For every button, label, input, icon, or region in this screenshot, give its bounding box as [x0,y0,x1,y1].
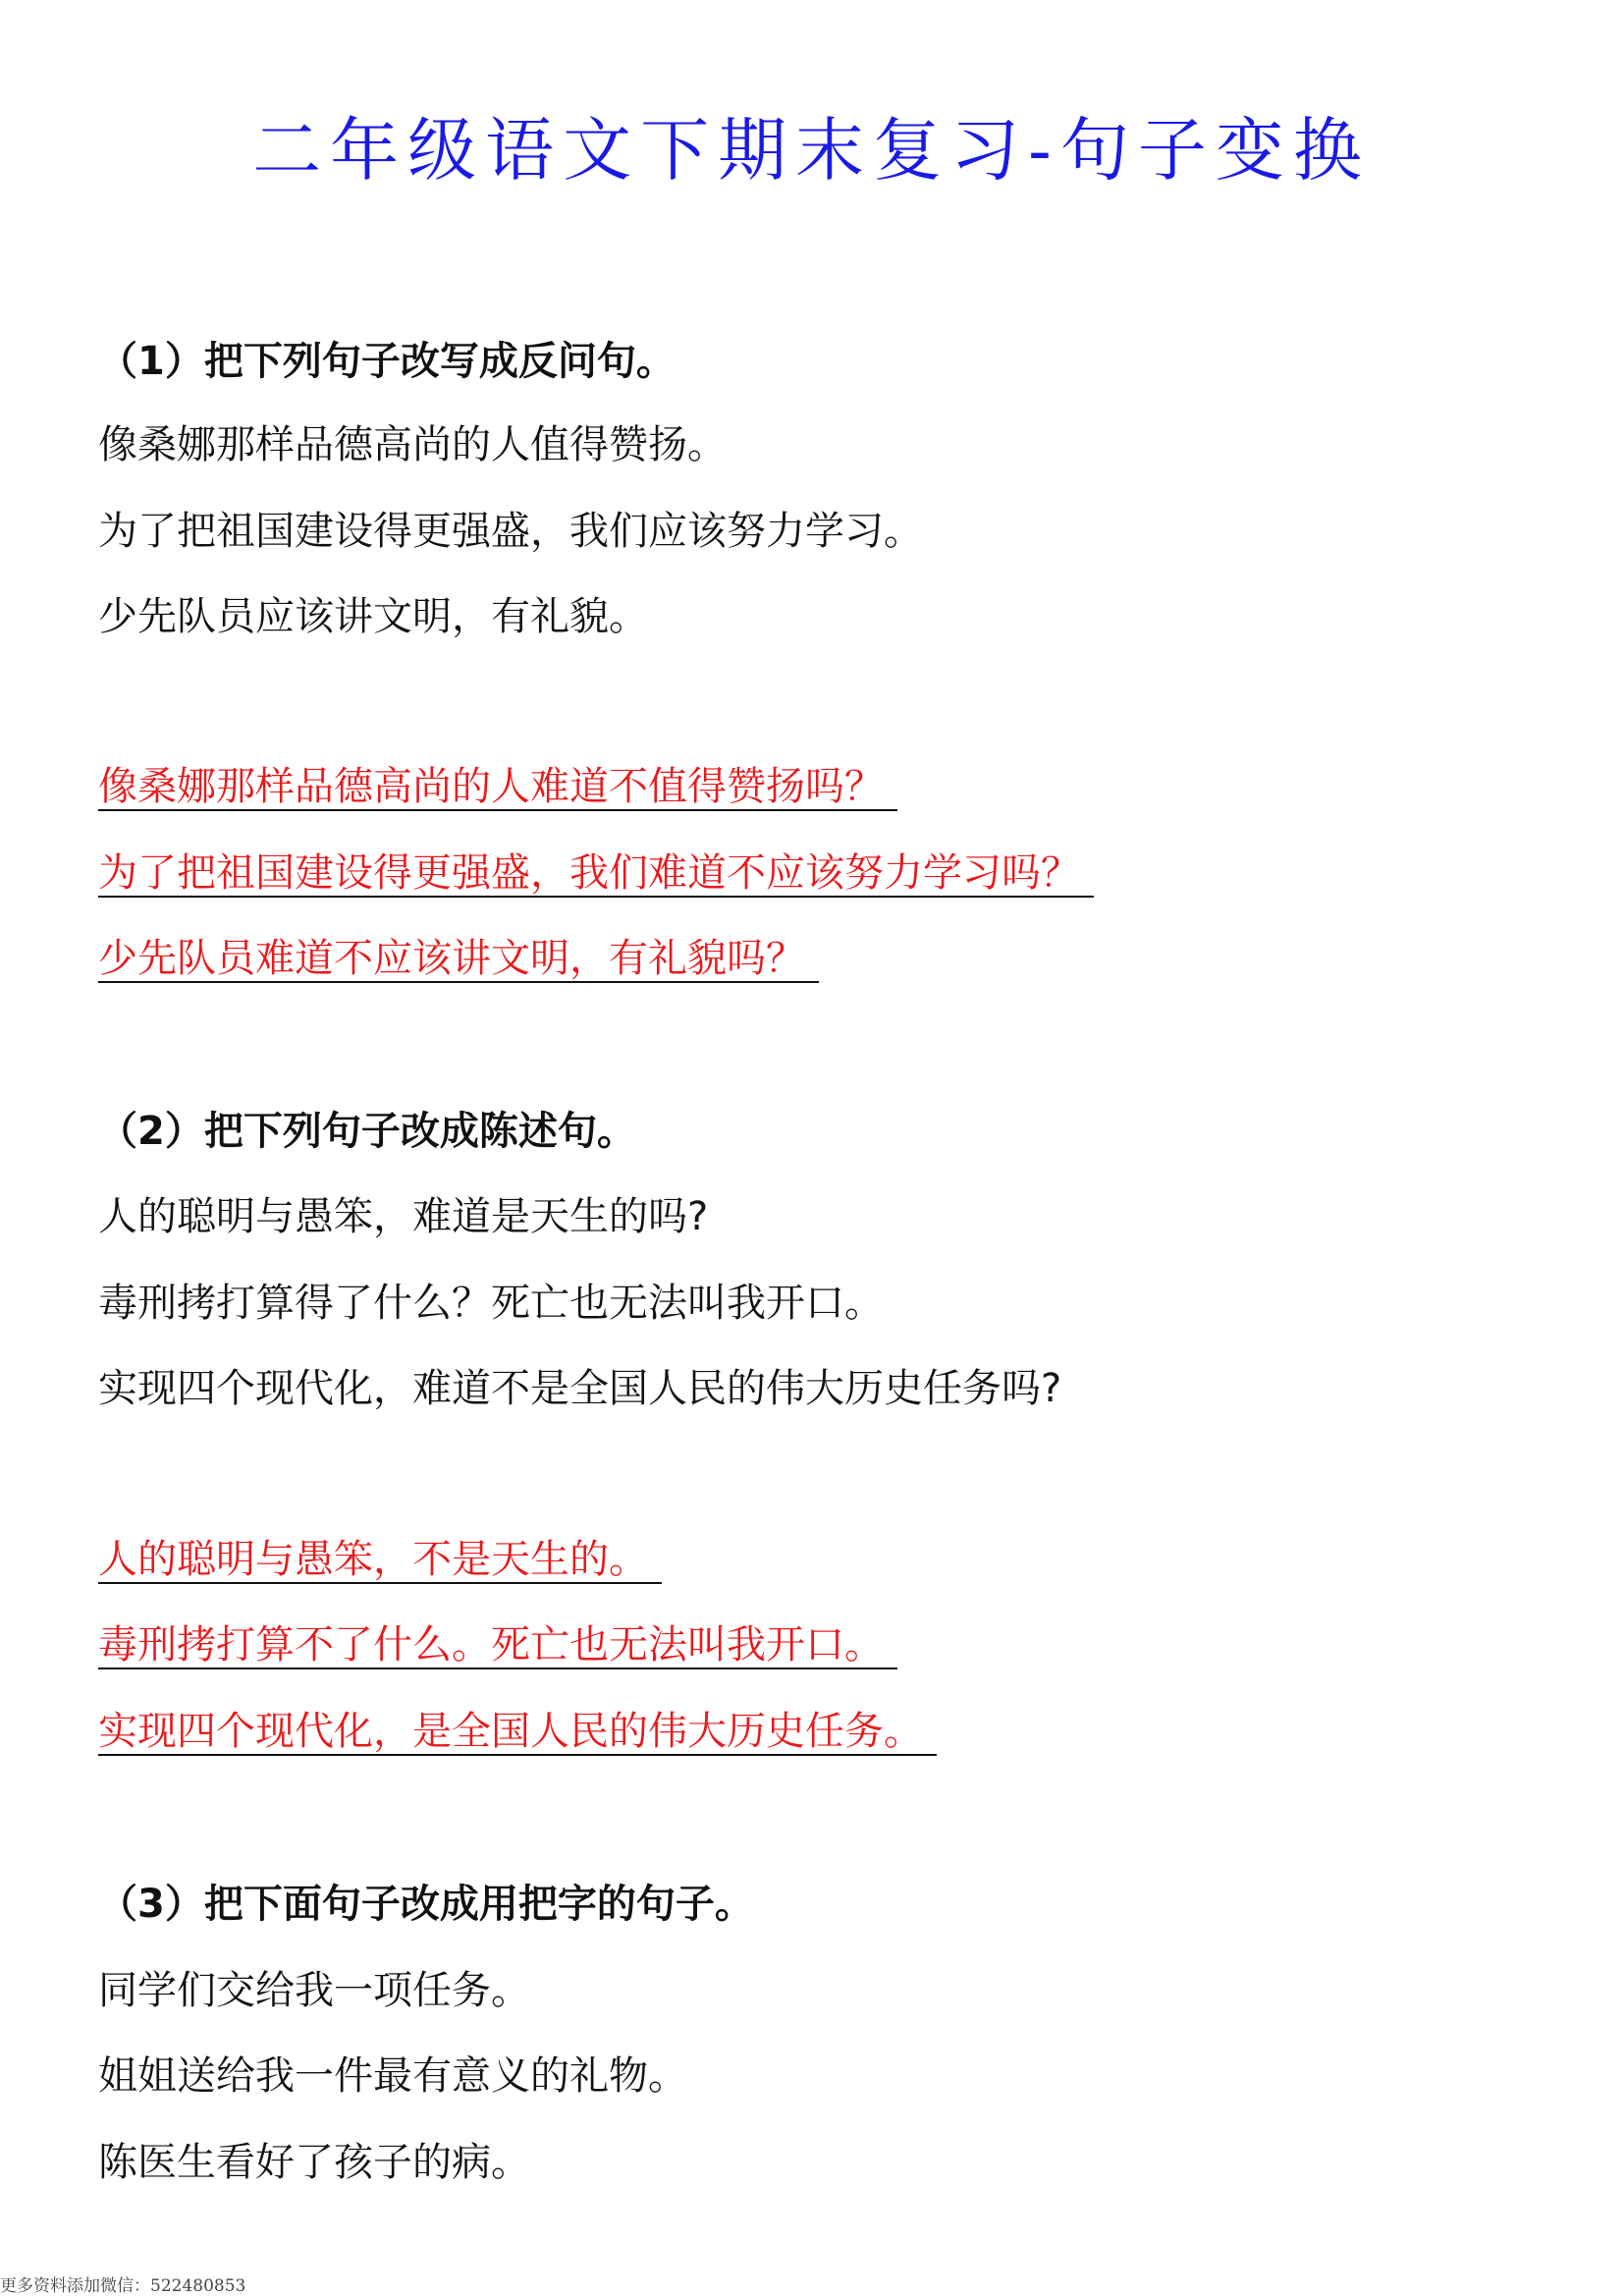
section-2-question-2: 毒刑拷打算得了什么？死亡也无法叫我开口。 [98,1281,884,1326]
section-1-question-3: 少先队员应该讲文明，有礼貌。 [98,594,648,639]
section-3-question-3: 陈医生看好了孩子的病。 [98,2140,530,2185]
section-3-question-2: 姐姐送给我一件最有意义的礼物。 [98,2053,687,2099]
section-1-question-2: 为了把祖国建设得更强盛，我们应该努力学习。 [98,509,923,554]
section-1-answer-1: 像桑娜那样品德高尚的人难道不值得赞扬吗？ [98,764,897,811]
section-1-question-1: 像桑娜那样品德高尚的人值得赞扬。 [98,422,727,467]
section-2-answer-3: 实现四个现代化，是全国人民的伟大历史任务。 [98,1709,937,1756]
section-2-question-1: 人的聪明与愚笨，难道是天生的吗? [98,1194,709,1239]
section-2-heading: （2）把下列句子改成陈述句。 [98,1109,636,1154]
section-1-answer-2: 为了把祖国建设得更强盛，我们难道不应该努力学习吗？ [98,850,1094,898]
section-2-question-3: 实现四个现代化，难道不是全国人民的伟大历史任务吗? [98,1366,1062,1411]
section-2-answer-2: 毒刑拷打算不了什么。死亡也无法叫我开口。 [98,1622,897,1669]
section-3-question-1: 同学们交给我一项任务。 [98,1968,530,2013]
section-3-heading: （3）把下面句子改成用把字的句子。 [98,1882,754,1927]
section-1-heading: （1）把下列句子改写成反问句。 [98,339,676,384]
page-title: 二年级语文下期末复习-句子变换 [252,110,1371,191]
footer-note: 更多资料添加微信：522480853 [0,2276,246,2296]
section-2-answer-1: 人的聪明与愚笨，不是天生的。 [98,1537,662,1584]
section-1-answer-3: 少先队员难道不应该讲文明，有礼貌吗？ [98,936,819,983]
